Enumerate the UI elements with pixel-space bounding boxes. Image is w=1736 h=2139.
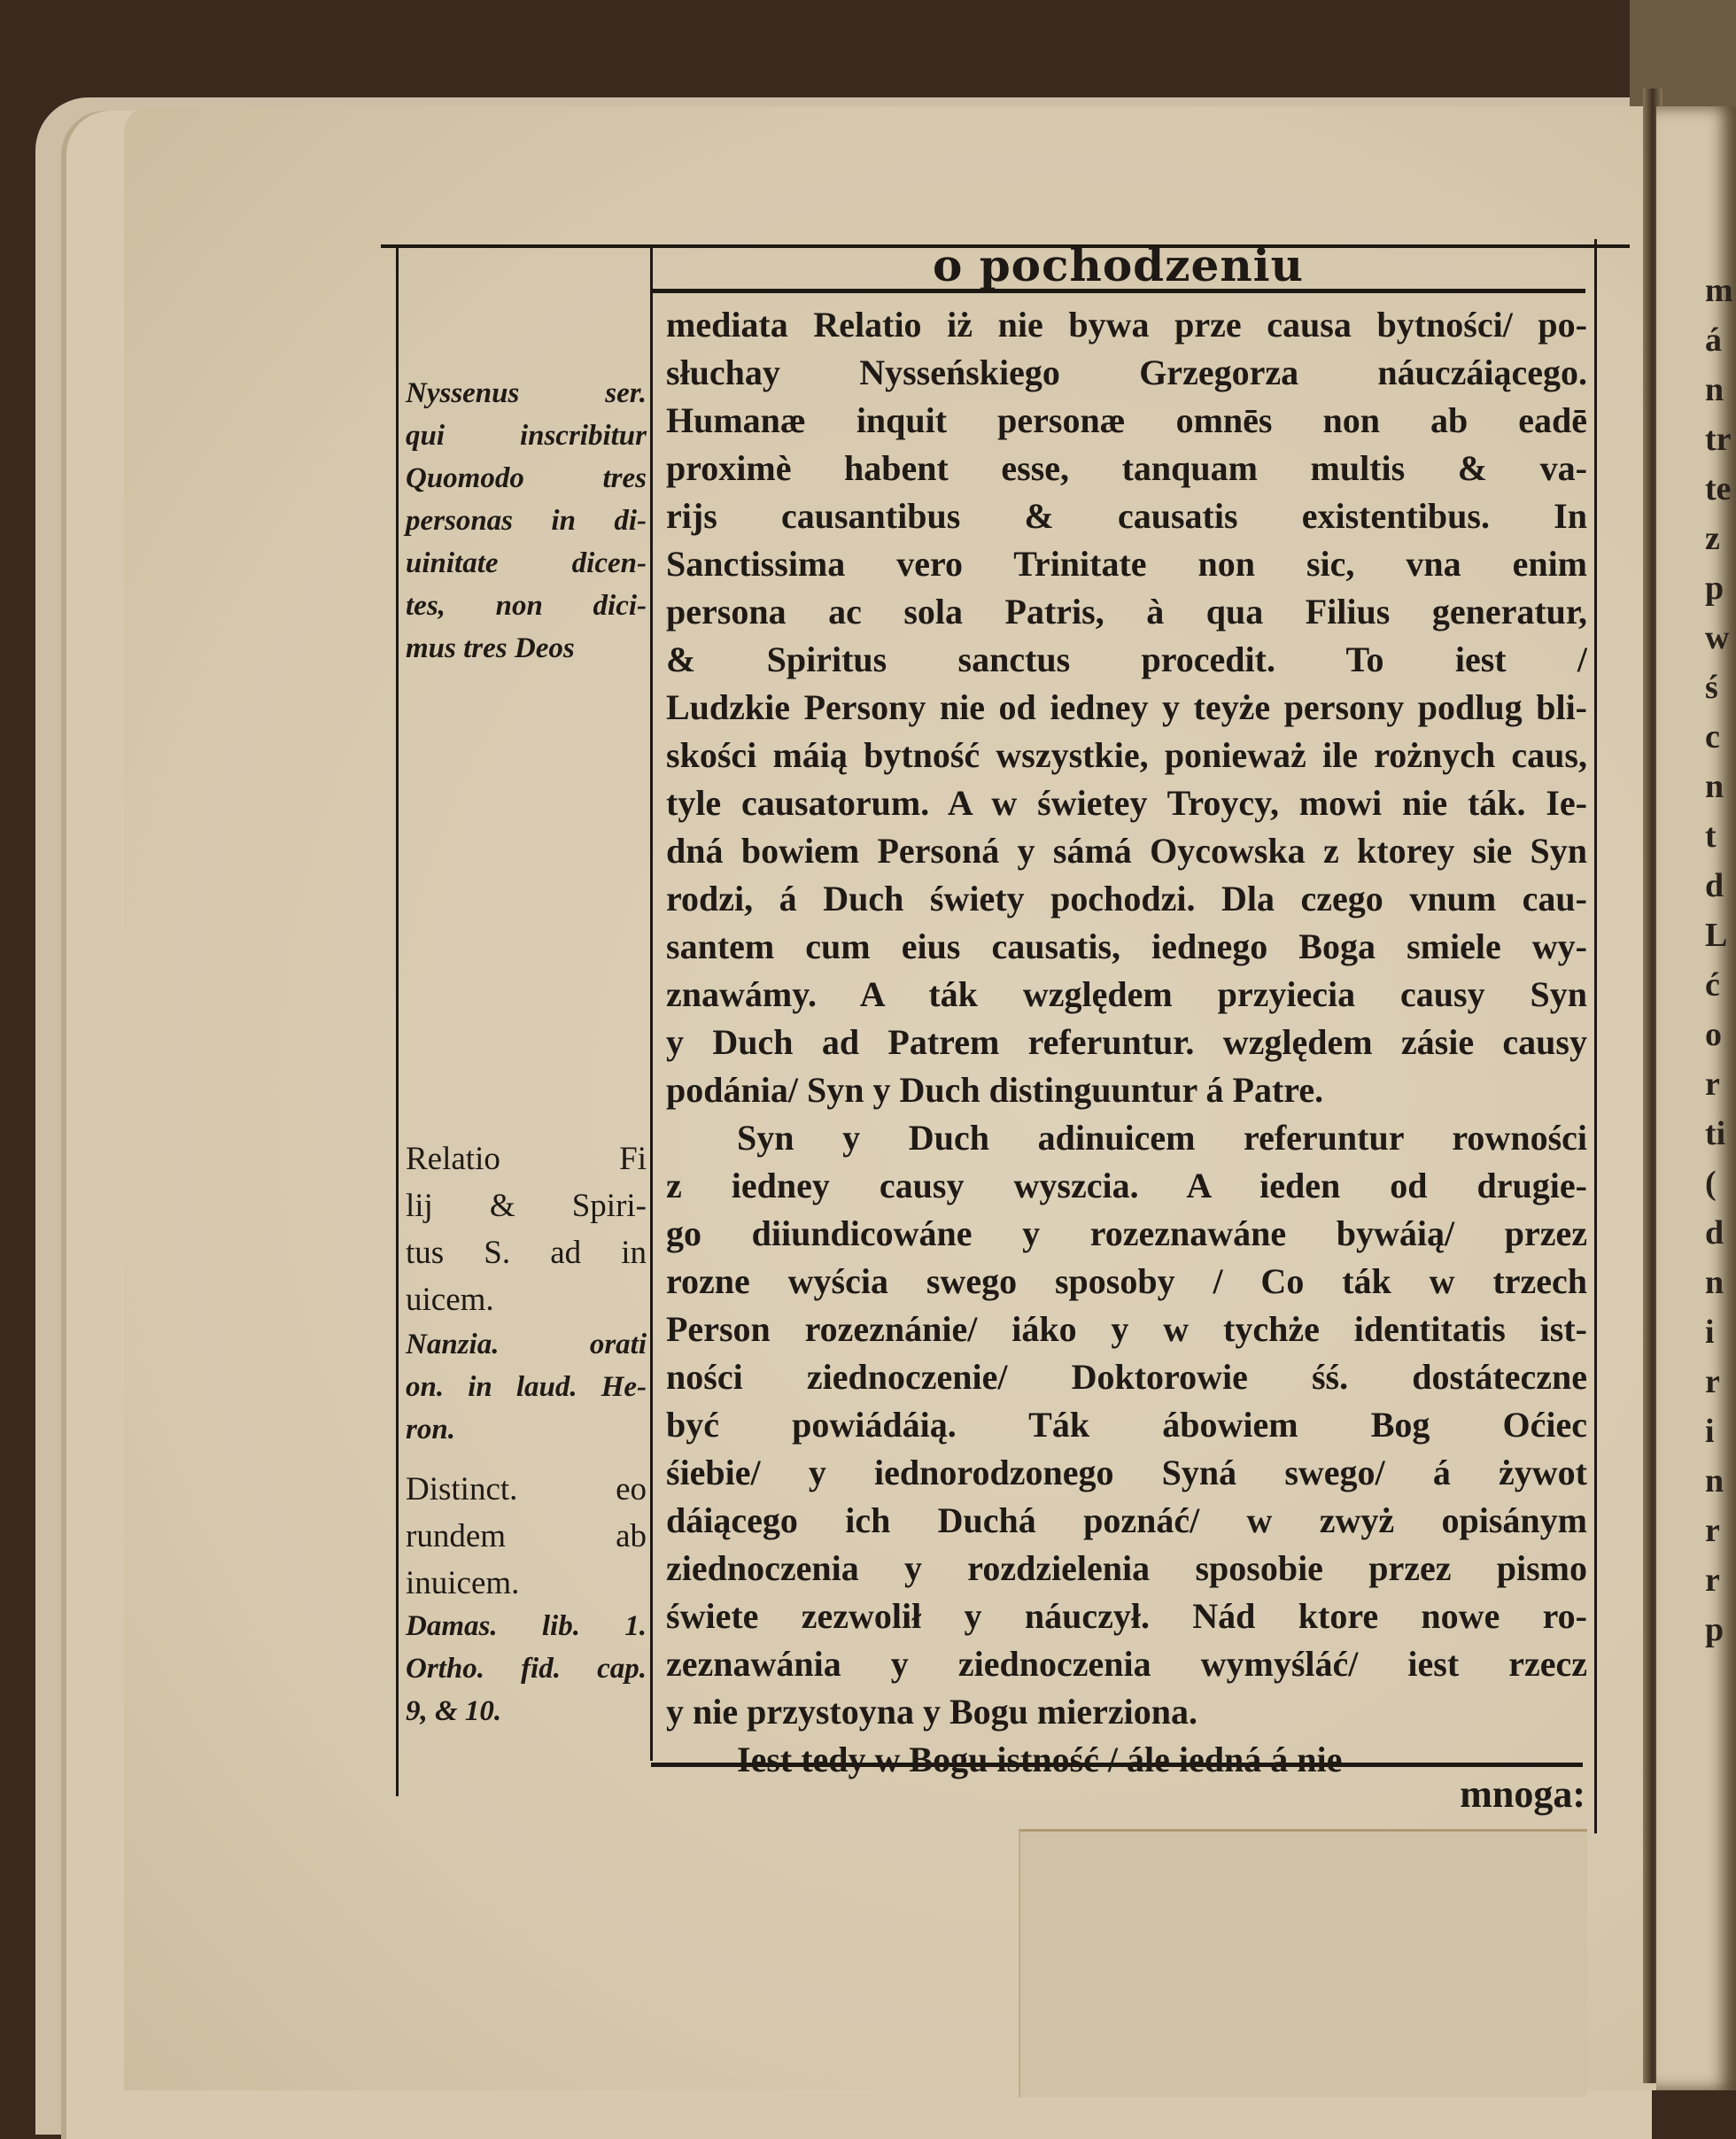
margin-note-line: Distinct. eo xyxy=(406,1471,647,1507)
facing-page-fragment: d xyxy=(1705,867,1724,904)
facing-page-fragment: i xyxy=(1705,1413,1715,1450)
margin-note-nyssenus xyxy=(406,372,647,670)
text-line: y nie przystoyna y Bogu mierziona. xyxy=(666,1692,1197,1732)
facing-page-fragment: te xyxy=(1705,470,1732,508)
text-line: y Duch ad Patrem referuntur. względem zásie causy xyxy=(666,1022,1587,1062)
margin-note-line: personas in di- xyxy=(406,505,647,537)
text-line: rodzi, á Duch świety pochodzi. Dla czego vnum cau- xyxy=(666,879,1587,918)
facing-page-fragment: ć xyxy=(1705,966,1720,1004)
text-line: Person rozeznánie/ iáko y w tychże identitatis ist- xyxy=(666,1309,1587,1349)
margin-note-nanzia xyxy=(406,1323,647,1451)
text-line: ziednoczenia y rozdzielenia sposobie przez pismo xyxy=(666,1548,1587,1588)
text-line: rijs causantibus & causatis existentibus. In xyxy=(666,496,1587,536)
text-line: santem cum eius causatis, iednego Boga smiele wy- xyxy=(666,926,1587,966)
facing-page-fragment: n xyxy=(1705,1462,1724,1500)
text-line: Syn y Duch adinuicem referuntur rowności xyxy=(737,1118,1587,1158)
margin-note-line: tus S. ad in xyxy=(406,1235,647,1271)
facing-page-fragment: r xyxy=(1705,1512,1720,1549)
facing-page-fragment: m xyxy=(1705,272,1733,309)
text-line: świete zezwolił y náuczył. Nád ktore nowe ro- xyxy=(666,1596,1587,1636)
margin-note-line: mus tres Deos xyxy=(406,632,575,664)
facing-page-fragment: ti xyxy=(1705,1115,1726,1152)
facing-page-fragment: c xyxy=(1705,718,1720,756)
text-line: Sanctissima vero Trinitate non sic, vna enim xyxy=(666,544,1587,584)
margin-note-line: rundem ab xyxy=(406,1518,647,1554)
paper-repair-patch xyxy=(1019,1829,1587,2097)
frame-right-rule xyxy=(1594,239,1597,1833)
margin-note-line: Nanzia. orati xyxy=(406,1329,647,1360)
margin-note-line: tes, non dici- xyxy=(406,590,647,622)
catchword: mnoga: xyxy=(1460,1772,1585,1816)
facing-page-fragment: o xyxy=(1705,1016,1722,1053)
text-line: proximè habent esse, tanquam multis & va- xyxy=(666,448,1587,488)
facing-page-fragment: d xyxy=(1705,1214,1724,1252)
text-line: Iest tedy w Bogu istność / ále iedná á nie xyxy=(737,1740,1343,1779)
text-line: dná bowiem Personá y sámá Oycowska z ktorey sie Syn xyxy=(666,831,1587,871)
facing-page-fragment: i xyxy=(1705,1314,1715,1351)
margin-note-line: Nyssenus ser. xyxy=(406,377,647,409)
text-line: skości máią bytność wszystkie, ponieważ ile rożnych caus, xyxy=(666,735,1587,775)
facing-page-fragment: L xyxy=(1705,917,1728,954)
text-line: & Spiritus sanctus procedit. To iest / xyxy=(666,639,1587,679)
text-line: śiebie/ y iednorodzonego Syná swego/ á żywot xyxy=(666,1453,1587,1492)
text-line: z iedney causy wyszcia. A ieden od drugie- xyxy=(666,1166,1587,1205)
frame-left-rule xyxy=(396,246,399,1796)
facing-page-fragment: n xyxy=(1705,1264,1724,1301)
facing-page-fragment: ś xyxy=(1705,669,1718,706)
margin-note-line: 9, & 10. xyxy=(406,1695,502,1727)
text-line: znawámy. A ták względem przyiecia causy Syn xyxy=(666,974,1587,1014)
facing-page-fragment: z xyxy=(1705,520,1720,557)
text-line: go diiundicowáne y rozeznawáne bywáią/ przez xyxy=(666,1213,1587,1253)
facing-page-fragments xyxy=(1705,266,1733,1655)
margin-note-damas xyxy=(406,1605,647,1732)
facing-page-fragment: n xyxy=(1705,371,1724,408)
facing-page-fragment: n xyxy=(1705,768,1724,805)
margin-note-distinct xyxy=(406,1466,647,1607)
text-line: być powiádáią. Ták ábowiem Bog Oćiec xyxy=(666,1405,1587,1445)
margin-note-line: Ortho. fid. cap. xyxy=(406,1653,647,1685)
facing-page-fragment: r xyxy=(1705,1562,1720,1599)
text-line: persona ac sola Patris, à qua Filius generatur, xyxy=(666,592,1587,632)
text-line: Ludzkie Persony nie od iedney y teyże persony podlug bli- xyxy=(666,687,1587,727)
facing-page-fragment: p xyxy=(1705,570,1724,607)
margin-note-line: qui inscribitur xyxy=(406,420,647,452)
text-line: tyle causatorum. A w świetey Troycy, mowi nie ták. Ie- xyxy=(666,783,1587,823)
margin-note-relatio xyxy=(406,1135,647,1323)
margin-note-line: Quomodo tres xyxy=(406,462,647,494)
facing-page-fragment: ( xyxy=(1705,1165,1717,1202)
text-line: ności ziednoczenie/ Doktorowie śś. dostáteczne xyxy=(666,1357,1587,1397)
facing-page-fragment: á xyxy=(1705,322,1722,359)
margin-note-line: inuicem. xyxy=(406,1565,520,1601)
running-head: o pochodzeniu xyxy=(932,239,1305,291)
text-line: dáiącego ich Duchá poznáć/ w zwyż opisánym xyxy=(666,1500,1587,1540)
margin-note-line: Damas. lib. 1. xyxy=(406,1610,647,1642)
text-line: rozne wyścia swego sposoby / Co ták w trzech xyxy=(666,1261,1587,1301)
text-line: zeznawánia y ziednoczenia wymyśláć/ iest rzecz xyxy=(666,1644,1587,1684)
margin-note-line: ron. xyxy=(406,1414,455,1445)
text-line: podánia/ Syn y Duch distinguuntur á Patre. xyxy=(666,1070,1324,1110)
margin-note-line: uinitate dicen- xyxy=(406,547,647,579)
text-line: słuchay Nysseńskiego Grzegorza náuczáiącego. xyxy=(666,353,1587,392)
facing-page-fragment: tr xyxy=(1705,421,1732,458)
margin-note-line: on. in laud. He- xyxy=(406,1371,647,1403)
facing-page-fragment: w xyxy=(1705,619,1730,656)
facing-page-fragment: p xyxy=(1705,1611,1724,1648)
margin-note-line: Relatio Fi xyxy=(406,1141,647,1177)
facing-page-fragment: t xyxy=(1705,818,1717,855)
margin-note-line: lij & Spiri- xyxy=(406,1188,647,1224)
facing-page-fragment: r xyxy=(1705,1363,1720,1400)
text-line: mediata Relatio iż nie bywa prze causa bytności/ po- xyxy=(666,305,1587,345)
margin-note-line: uicem. xyxy=(406,1282,494,1318)
main-text-block xyxy=(666,301,1587,1784)
margin-divider-rule xyxy=(650,246,653,1761)
text-line: Humanæ inquit personæ omnēs non ab eadē xyxy=(666,400,1587,440)
facing-page-fragment: r xyxy=(1705,1066,1720,1103)
